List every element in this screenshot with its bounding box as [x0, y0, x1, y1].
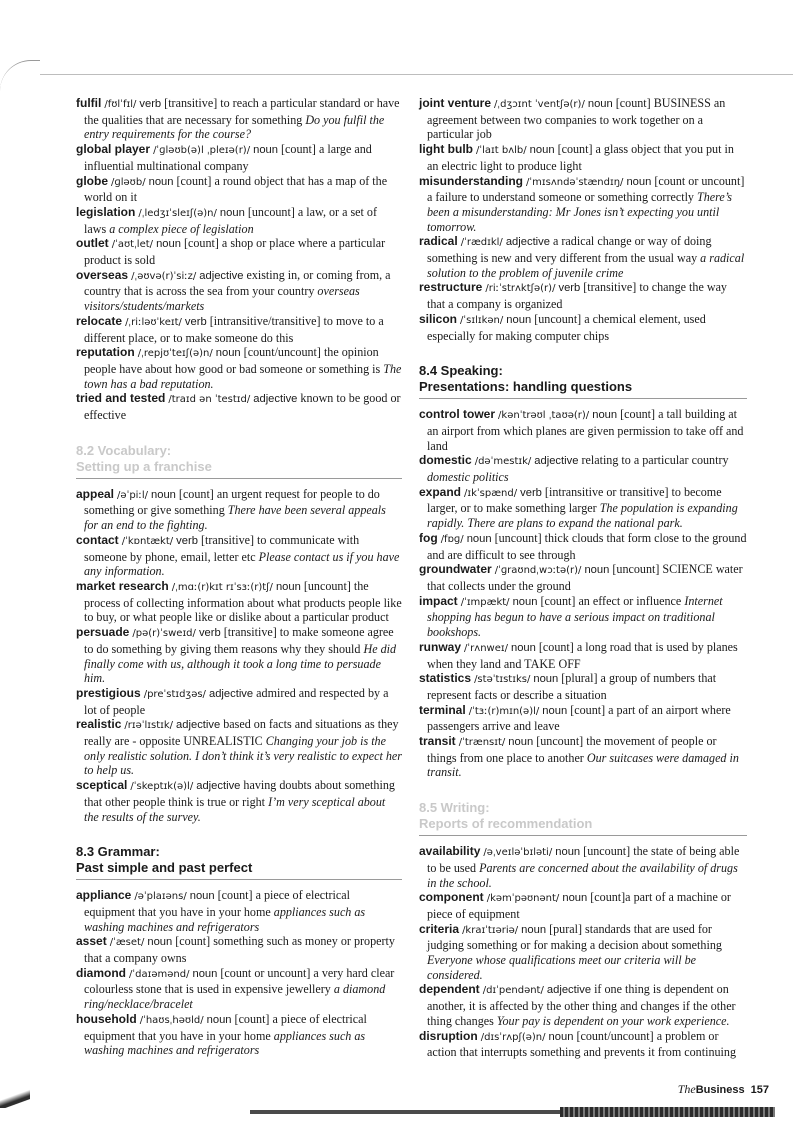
headword: reputation — [76, 345, 135, 360]
part-of-speech: noun — [510, 641, 536, 654]
headword: terminal — [419, 702, 466, 717]
part-of-speech: noun — [219, 206, 245, 219]
definition: [count]a part of a machine or piece of equipment — [427, 890, 731, 921]
pronunciation: /traɪd ən ˈtestɪd/ — [168, 394, 251, 406]
example: Please contact us if you have any information. — [84, 549, 400, 579]
definition: [count or uncount] a failure to understand someone or something correctly — [427, 173, 745, 205]
pronunciation: /dəˈmestɪk/ — [474, 456, 532, 468]
headword: restructure — [419, 280, 483, 295]
headword: appliance — [76, 888, 132, 903]
pronunciation: /ˌrepjʊˈteɪʃ(ə)n/ — [137, 348, 213, 360]
page-number: 157 — [750, 1084, 769, 1096]
definition: [count] BUSINESS an agreement between two companies to work together on a particular job — [427, 96, 726, 142]
definition: [intransitive or transitive] to become larger, or to make something larger — [427, 484, 722, 516]
part-of-speech: noun — [626, 175, 652, 188]
glossary-entry — [419, 734, 747, 780]
glossary-entry — [76, 345, 402, 391]
part-of-speech: noun — [156, 238, 181, 251]
example: Your pay is dependent on your work experience. — [496, 1013, 730, 1028]
pronunciation: /ˈɪmpækt/ — [460, 596, 510, 608]
pronunciation: /kraɪˈtɪəriə/ — [462, 924, 519, 936]
pronunciation: /ˈskeptɪk(ə)l/ — [130, 781, 194, 793]
example: a diamond ring/necklace/bracelet — [84, 982, 386, 1012]
example: Parents are concerned about the availability of drugs in the school. — [427, 860, 738, 890]
section-heading-8-3 — [76, 844, 402, 880]
pronunciation: /ˈrædɪkl/ — [460, 237, 503, 249]
definition: [transitive] to communicate with someone by phone, email, letter etc — [84, 532, 360, 564]
definition: known to be good or effective — [84, 391, 401, 423]
part-of-speech: noun — [215, 347, 241, 360]
part-of-speech: adjective — [253, 393, 298, 406]
headword: fulfil — [76, 96, 102, 110]
example: Changing your job is the only realistic solution. I don’t think it’s very realistic to expect her to help us. — [84, 734, 402, 778]
section-number: 8.4 Speaking: — [419, 363, 503, 379]
headword: globe — [76, 173, 108, 188]
example: domestic politics — [427, 470, 509, 485]
definition: if one thing is dependent on another, it is affected by the other thing and changes if the other thing changes — [427, 982, 736, 1028]
headword: component — [419, 890, 484, 905]
headword: household — [76, 1011, 137, 1026]
glossary-entry — [76, 966, 402, 1012]
headword: joint venture — [419, 96, 492, 110]
glossary-entry — [419, 922, 747, 983]
example: Everyone whose qualifications meet our criteria will be considered. — [427, 953, 697, 982]
section-heading-8-2 — [76, 443, 402, 479]
pronunciation: /pə(r)ˈsweɪd/ — [132, 628, 196, 640]
glossary-entry — [419, 562, 747, 593]
definition: relating to a particular country — [578, 453, 729, 468]
part-of-speech: noun — [542, 704, 568, 717]
definition: [count] a tall building at an airport from which planes are given permission to take off and land — [427, 407, 744, 453]
definition: [count] a glass object that you put in an electric light to produce light — [427, 142, 734, 173]
headword: availability — [419, 844, 481, 859]
pronunciation: /ɪkˈspænd/ — [464, 487, 518, 499]
headword: asset — [76, 934, 107, 949]
left-column — [76, 96, 402, 1058]
pronunciation: /ˈtɜː(r)mɪn(ə)l/ — [468, 705, 540, 717]
definition: [count] an urgent request for people to do something or give something — [84, 486, 380, 518]
glossary-entry — [76, 717, 402, 778]
part-of-speech: noun — [521, 923, 547, 936]
part-of-speech: noun — [508, 736, 534, 749]
pronunciation: /dɪsˈrʌpʃ(ə)n/ — [480, 1031, 546, 1043]
pronunciation: /ˈhaʊsˌhəʊld/ — [139, 1014, 204, 1026]
part-of-speech: noun — [253, 144, 278, 157]
pronunciation: /ˌəʊvə(r)ˈsiːz/ — [131, 270, 197, 282]
part-of-speech: verb — [139, 98, 162, 110]
part-of-speech: noun — [555, 846, 581, 859]
part-of-speech: noun — [592, 409, 618, 422]
definition: existing in, or coming from, a country that is across the sea from your country — [84, 267, 391, 299]
glossary-entry — [419, 234, 747, 280]
headword: global player — [76, 142, 151, 157]
glossary-entry — [76, 888, 402, 934]
glossary-entry — [76, 487, 402, 533]
pronunciation: /ˈæset/ — [109, 937, 145, 949]
glossary-list-8-2 — [76, 487, 402, 824]
part-of-speech: verb — [520, 486, 542, 499]
glossary-entry — [419, 890, 747, 921]
part-of-speech: adjective — [196, 780, 241, 793]
glossary-entry — [419, 594, 747, 640]
glossary-entry — [419, 312, 747, 343]
headword: radical — [419, 234, 458, 249]
glossary-entry — [419, 453, 747, 484]
pronunciation: /ˈaʊtˌlet/ — [111, 239, 154, 251]
glossary-entry — [76, 579, 402, 625]
example: There have been several appeals for an end to the fighting. — [84, 503, 386, 533]
pronunciation: /ˈsɪlɪkən/ — [460, 314, 504, 326]
headword: runway — [419, 639, 462, 654]
definition: admired and respected by a lot of people — [84, 685, 389, 717]
part-of-speech: noun — [584, 564, 610, 577]
headword: appeal — [76, 486, 115, 501]
glossary-entry — [76, 174, 402, 205]
glossary-entry — [419, 671, 747, 702]
part-of-speech: adjective — [534, 455, 579, 468]
pronunciation: /ˈrʌnweɪ/ — [464, 642, 508, 654]
pronunciation: /fʊlˈfɪl/ — [104, 99, 137, 110]
headword: disruption — [419, 1028, 478, 1043]
definition: based on facts and situations as they really are - opposite UNREALISTIC — [84, 717, 399, 749]
headword: contact — [76, 532, 119, 547]
glossary-entry — [419, 280, 747, 311]
example: I’m very sceptical about the results of the survey. — [84, 794, 386, 824]
part-of-speech: noun — [533, 673, 559, 686]
headword: statistics — [419, 671, 472, 686]
pronunciation: /ˌdʒɔɪnt ˈventʃə(r)/ — [494, 99, 585, 110]
part-of-speech: adjective — [208, 687, 254, 700]
pronunciation: /stəˈtɪstɪks/ — [474, 674, 531, 686]
glossary-entry — [76, 934, 402, 965]
headword: outlet — [76, 236, 109, 251]
headword: dependent — [419, 982, 480, 997]
example: a radical solution to the problem of juvenile crime — [427, 251, 745, 280]
example: a complex piece of legislation — [109, 221, 254, 236]
definition: [count/uncount] the opinion people have about how good or bad someone or something is — [84, 345, 384, 376]
example: There’s been a misunderstanding: Mr Jones isn’t expecting you until tomorrow. — [427, 190, 732, 234]
section-heading-8-5 — [419, 800, 747, 836]
definition: [transitive] to change the way that a company is organized — [427, 280, 727, 312]
example: overseas visitors/students/markets — [84, 284, 360, 314]
part-of-speech: noun — [587, 98, 613, 110]
part-of-speech: verb — [198, 627, 221, 640]
example: appliances such as washing machines and refrigerators — [84, 904, 366, 934]
definition: [pural] standards that are used for judging something or for making a decision about something — [427, 921, 722, 953]
glossary-entry — [76, 142, 402, 173]
part-of-speech: noun — [147, 936, 173, 949]
headword: diamond — [76, 965, 126, 980]
headword: light bulb — [419, 142, 473, 157]
glossary-entry — [419, 640, 747, 671]
glossary-entry — [76, 533, 402, 579]
definition: [count] a part of an airport where passengers arrive and leave — [427, 702, 731, 734]
pronunciation: /kənˈtrəʊl ˌtaʊə(r)/ — [498, 410, 590, 422]
pronunciation: /ˌmɑː(r)kɪt rɪˈsɜː(r)tʃ/ — [171, 581, 273, 593]
glossary-entry — [419, 174, 747, 235]
headword: tried and tested — [76, 391, 166, 406]
glossary-entry — [419, 844, 747, 890]
definition: [count] a shop or place where a particular product is sold — [84, 236, 386, 268]
part-of-speech: noun — [275, 580, 301, 593]
page-top-rule — [40, 74, 793, 75]
headword: impact — [419, 593, 458, 608]
definition: [count or uncount] a very hard clear colourless stone that is used in expensive jewellery — [84, 965, 395, 997]
headword: misunderstanding — [419, 173, 524, 188]
glossary-list-8-5 — [419, 844, 747, 1060]
definition: [count] something such as money or property that a company owns — [84, 934, 395, 966]
section-title: Past simple and past perfect — [76, 860, 253, 876]
glossary-entry — [419, 1029, 747, 1060]
pronunciation: /ˌriːləʊˈkeɪt/ — [125, 316, 182, 328]
example: appliances such as washing machines and refrigerators — [84, 1028, 366, 1058]
example: The population is expanding rapidly. There are plans to expand the national park. — [427, 501, 738, 531]
glossary-entry — [76, 236, 402, 267]
glossary-list-8-4 — [419, 407, 747, 780]
headword: relocate — [76, 313, 123, 328]
headword: market research — [76, 578, 169, 593]
example: Do you fulfil the entry requirements for the course? — [84, 112, 385, 142]
part-of-speech: verb — [184, 315, 207, 328]
definition: [count] a round object that has a map of the world on it — [84, 173, 388, 205]
pronunciation: /ˈkɒntækt/ — [121, 535, 174, 547]
definition: [uncount] the state of being able to be used — [427, 844, 740, 875]
headword: expand — [419, 484, 462, 499]
pronunciation: /ˈɡləʊb(ə)l ˌpleɪə(r)/ — [153, 145, 251, 157]
pronunciation: /əˈplaɪəns/ — [134, 891, 187, 903]
part-of-speech: noun — [529, 144, 555, 157]
section-title: Reports of recommendation — [419, 816, 593, 832]
glossary-entry — [419, 485, 747, 531]
glossary-entry — [76, 96, 402, 142]
headword: prestigious — [76, 685, 141, 700]
headword: transit — [419, 734, 456, 749]
glossary-list-8-1 — [76, 96, 402, 423]
definition: [uncount] the process of collecting information about what products people like to buy, or what people like or dislike about a particular product — [84, 578, 402, 625]
definition: [uncount] the movement of people or things from one place to another — [427, 734, 717, 765]
glossary-entry — [76, 268, 402, 314]
part-of-speech: noun — [148, 175, 174, 188]
headword: silicon — [419, 311, 458, 326]
headword: overseas — [76, 267, 129, 282]
headword: persuade — [76, 625, 130, 640]
glossary-entry — [76, 778, 402, 824]
definition: [count] a piece of electrical equipment that you have in your home — [84, 1011, 367, 1043]
definition: [intransitive/transitive] to move to a different place, or to make someone do this — [84, 313, 384, 345]
headword: criteria — [419, 921, 460, 936]
glossary-list-8-3-cont — [419, 96, 747, 343]
definition: [transitive] to make someone agree to do something by giving them reasons why they should — [84, 625, 394, 656]
headword: realistic — [76, 717, 122, 732]
part-of-speech: noun — [548, 1030, 574, 1043]
example: He did finally come with us, although it took a long time to persuade him. — [84, 641, 397, 686]
glossary-entry — [419, 703, 747, 734]
part-of-speech: noun — [506, 313, 532, 326]
scan-artifact-curve — [0, 60, 40, 91]
glossary-entry — [76, 1012, 402, 1058]
pronunciation: /rɪəˈlɪstɪk/ — [124, 720, 174, 732]
section-title: Presentations: handling questions — [419, 379, 633, 395]
part-of-speech: adjective — [546, 984, 592, 997]
pronunciation: /əˈpiːl/ — [117, 489, 148, 501]
glossary-entry — [419, 531, 747, 562]
pronunciation: /dɪˈpendənt/ — [482, 985, 544, 997]
definition: [uncount] a law, or a set of laws — [84, 204, 378, 236]
headword: sceptical — [76, 778, 128, 793]
pronunciation: /ˈlaɪt bʌlb/ — [476, 145, 527, 157]
definition: [count] a large and influential multinational company — [84, 142, 372, 173]
part-of-speech: noun — [512, 595, 538, 608]
definition: [plural] a group of numbers that represent facts or describe a situation — [427, 671, 717, 702]
glossary-entry — [76, 391, 402, 422]
brand-business: Business — [695, 1084, 745, 1096]
glossary-entry — [419, 982, 747, 1028]
scan-artifact-corner — [0, 1088, 30, 1108]
definition: [count] a piece of electrical equipment that you have in your home — [84, 888, 350, 919]
part-of-speech: noun — [189, 890, 215, 903]
section-number: 8.3 Grammar: — [76, 844, 160, 860]
glossary-entry — [76, 314, 402, 345]
glossary-entry — [419, 142, 747, 173]
glossary-list-8-3 — [76, 888, 402, 1058]
pronunciation: /ɡləʊb/ — [111, 176, 146, 188]
part-of-speech: verb — [558, 282, 581, 295]
definition: [count] an effect or influence — [537, 593, 685, 608]
glossary-entry — [76, 686, 402, 717]
part-of-speech: adjective — [199, 269, 244, 282]
headword: domestic — [419, 453, 472, 468]
definition: [uncount] thick clouds that form close to the ground and are difficult to see through — [427, 530, 747, 562]
pronunciation: /fɒɡ/ — [440, 533, 464, 545]
pronunciation: /ˈdaɪəmənd/ — [129, 968, 190, 980]
glossary-entry — [419, 96, 747, 142]
glossary-entry — [76, 205, 402, 236]
part-of-speech: noun — [192, 967, 218, 980]
headword: control tower — [419, 407, 496, 422]
brand-the: The — [677, 1082, 696, 1096]
pronunciation: /riːˈstrʌktʃə(r)/ — [485, 283, 556, 295]
part-of-speech: noun — [562, 892, 588, 905]
definition: [count] a long road that is used by planes when they land and TAKE OFF — [427, 639, 738, 671]
definition: [uncount] SCIENCE water that collects under the ground — [427, 562, 743, 593]
definition: a radical change or way of doing something is new and very different from the usual way — [427, 234, 712, 266]
definition: [count/uncount] a problem or action that interrupts something and prevents it from continuing — [427, 1028, 736, 1060]
footer-bar-pattern — [560, 1107, 775, 1117]
example: Our suitcases were damaged in transit. — [427, 750, 739, 780]
headword: groundwater — [419, 562, 492, 577]
example: Internet shopping has begun to have a serious impact on traditional bookshops. — [427, 593, 723, 640]
pronunciation: /kəmˈpəʊnənt/ — [486, 893, 560, 905]
pronunciation: /ˈɡraʊndˌwɔːtə(r)/ — [494, 565, 582, 577]
section-number: 8.2 Vocabulary: — [76, 442, 172, 458]
definition: having doubts about something that other people think is true or right — [84, 778, 395, 809]
pronunciation: /preˈstɪdʒəs/ — [143, 688, 206, 700]
part-of-speech: adjective — [505, 236, 550, 249]
pronunciation: /ˈmɪsʌndəˈstændɪŋ/ — [526, 176, 624, 188]
part-of-speech: adjective — [176, 719, 221, 732]
pronunciation: /əˌveɪləˈbɪləti/ — [483, 847, 553, 859]
section-heading-8-4 — [419, 363, 747, 399]
section-title: Setting up a franchise — [76, 458, 212, 474]
pronunciation: /ˌledʒɪˈsleɪʃ(ə)n/ — [138, 207, 217, 219]
page-footer — [678, 1082, 769, 1097]
example: The town has a bad reputation. — [84, 361, 402, 391]
glossary-entry — [419, 407, 747, 453]
part-of-speech: verb — [176, 534, 198, 547]
headword: legislation — [76, 204, 136, 219]
section-number: 8.5 Writing: — [419, 800, 490, 816]
part-of-speech: noun — [206, 1013, 232, 1026]
glossary-entry — [76, 625, 402, 686]
part-of-speech: noun — [466, 532, 492, 545]
definition: [transitive] to reach a particular standard or have the qualities that are necessary for something — [84, 96, 400, 127]
definition: [uncount] a chemical element, used especially for making computer chips — [427, 311, 706, 343]
right-column — [419, 96, 747, 1060]
pronunciation: /ˈtrænsɪt/ — [458, 737, 506, 749]
headword: fog — [419, 530, 438, 545]
part-of-speech: noun — [151, 488, 176, 501]
